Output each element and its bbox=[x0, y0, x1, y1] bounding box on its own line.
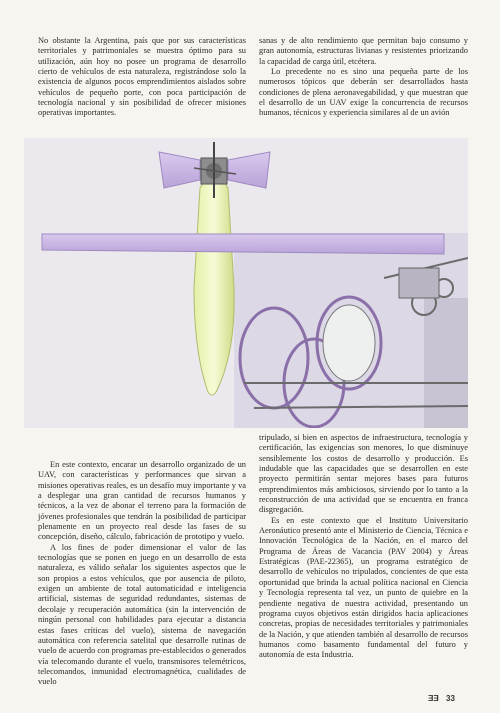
uav-cad-drawing bbox=[24, 138, 468, 428]
text-column-top-left bbox=[38, 36, 246, 119]
page-number: 33 bbox=[446, 694, 455, 703]
paragraph: A los fines de poder dimensionar el valor de las tecnologías que se ponen en juego en un desarrollo de esta naturaleza, es válido señalar los siguientes aspectos que le son propios a estos vehículos, que por ausencia de piloto, exigen un ambiente de total automaticidad e inteligencia artificial, sistemas de seguridad redundantes, sistemas de decolaje y recuperación automática (sin la intervención de ningún personal con habilidades para ejecutar a distancia estas fases críticas del vuelo), sistema de navegación automática con referencia satelital que desarrolle rutinas de vuelo de acuerdo con programas pre-establecidos o generados vía telecomando durante el vuelo, transmisores telemétricos, telecomandos, inmunidad electromagnética, cualidades de vuelo bbox=[38, 542, 246, 687]
text-column-bottom-left bbox=[38, 460, 246, 688]
paragraph: Lo precedente no es sino una pequeña parte de los numerosos tópicos que deberán ser desarrollados hasta condiciones de plena aeronavegabilidad, y que muestran que el desarrollo de un UAV exige la concurrencia de recursos humanos, técnicos y experiencia similares al de un avión bbox=[259, 67, 468, 118]
uav-figure bbox=[24, 138, 468, 428]
paragraph: sanas y de alto rendimiento que permitan bajo consumo y gran autonomía, estructuras livianas y resistentes priorizando la capacidad de carga útil, etcétera. bbox=[259, 36, 468, 66]
paragraph: Es en este contexto que el Instituto Universitario Aeronáutico presentó ante el Ministerio de Ciencia, Técnica e Innovación Tecnológica de la Nación, en el marco del Programa de Áreas de Vacancia (PAV 2004) y Áreas Estratégicas (PAE-22365), un programa estratégico de desarrollo de vehículos no tripulados, concientes de que esta oportunidad que brinda la actual política nacional en Ciencia y Tecnología representa tal vez, un punto de quiebre en la pendiente negativa de nuestra actividad, presentando un programa cuyos objetivos están dirigidos hacia aplicaciones concretas, propias de necesidades territoriales y patrimoniales de la Nación, y que atienden también al desarrollo de recursos humanos como basamento fundamental del futuro y autonomía de esta Industria. bbox=[259, 515, 468, 660]
text-column-top-right bbox=[259, 36, 468, 119]
text-column-bottom-right bbox=[259, 433, 468, 661]
paragraph: No obstante la Argentina, país que por sus características territoriales y patrimoniales se muestra óptimo para su utilización, aún hoy no posee un programa de desarrollo cierto de vehículos de esta naturaleza, registrándose solo la existencia de algunos pocos emprendimientos aislados sobre vehículos de pequeño porte, con poca participación de tecnología nacional y sin posibilidad de ofrecer misiones operativas importantes. bbox=[38, 36, 246, 118]
publication-logo: ƎƎ bbox=[428, 694, 439, 703]
paragraph: En este contexto, encarar un desarrollo organizado de un UAV, con características y performances que sirvan a misiones operativas reales, es un desafío muy importante y va a desplegar una gran cantidad de recursos humanos y técnicos, a la vez de abonar el terreno para la formación de jóvenes profesionales que tendrán la posibilidad de participar plenamente en un proyecto real desde las fases de su concepción, diseño, cálculo, fabricación de prototipo y vuelo. bbox=[38, 460, 246, 542]
paragraph: tripulado, si bien en aspectos de infraestructura, tecnología y certificación, las exigencias son menores, lo que disminuye sensiblemente los costos de desarrollo y producción. Es indudable que las capacidades que se desarrollen en este proyecto permitirán sentar mejores bases para futuros emprendimientos más ambiciosos, sirviendo por lo tanto a la reconstrucción de una actividad que se encuentra en franca disgregación. bbox=[259, 433, 468, 515]
